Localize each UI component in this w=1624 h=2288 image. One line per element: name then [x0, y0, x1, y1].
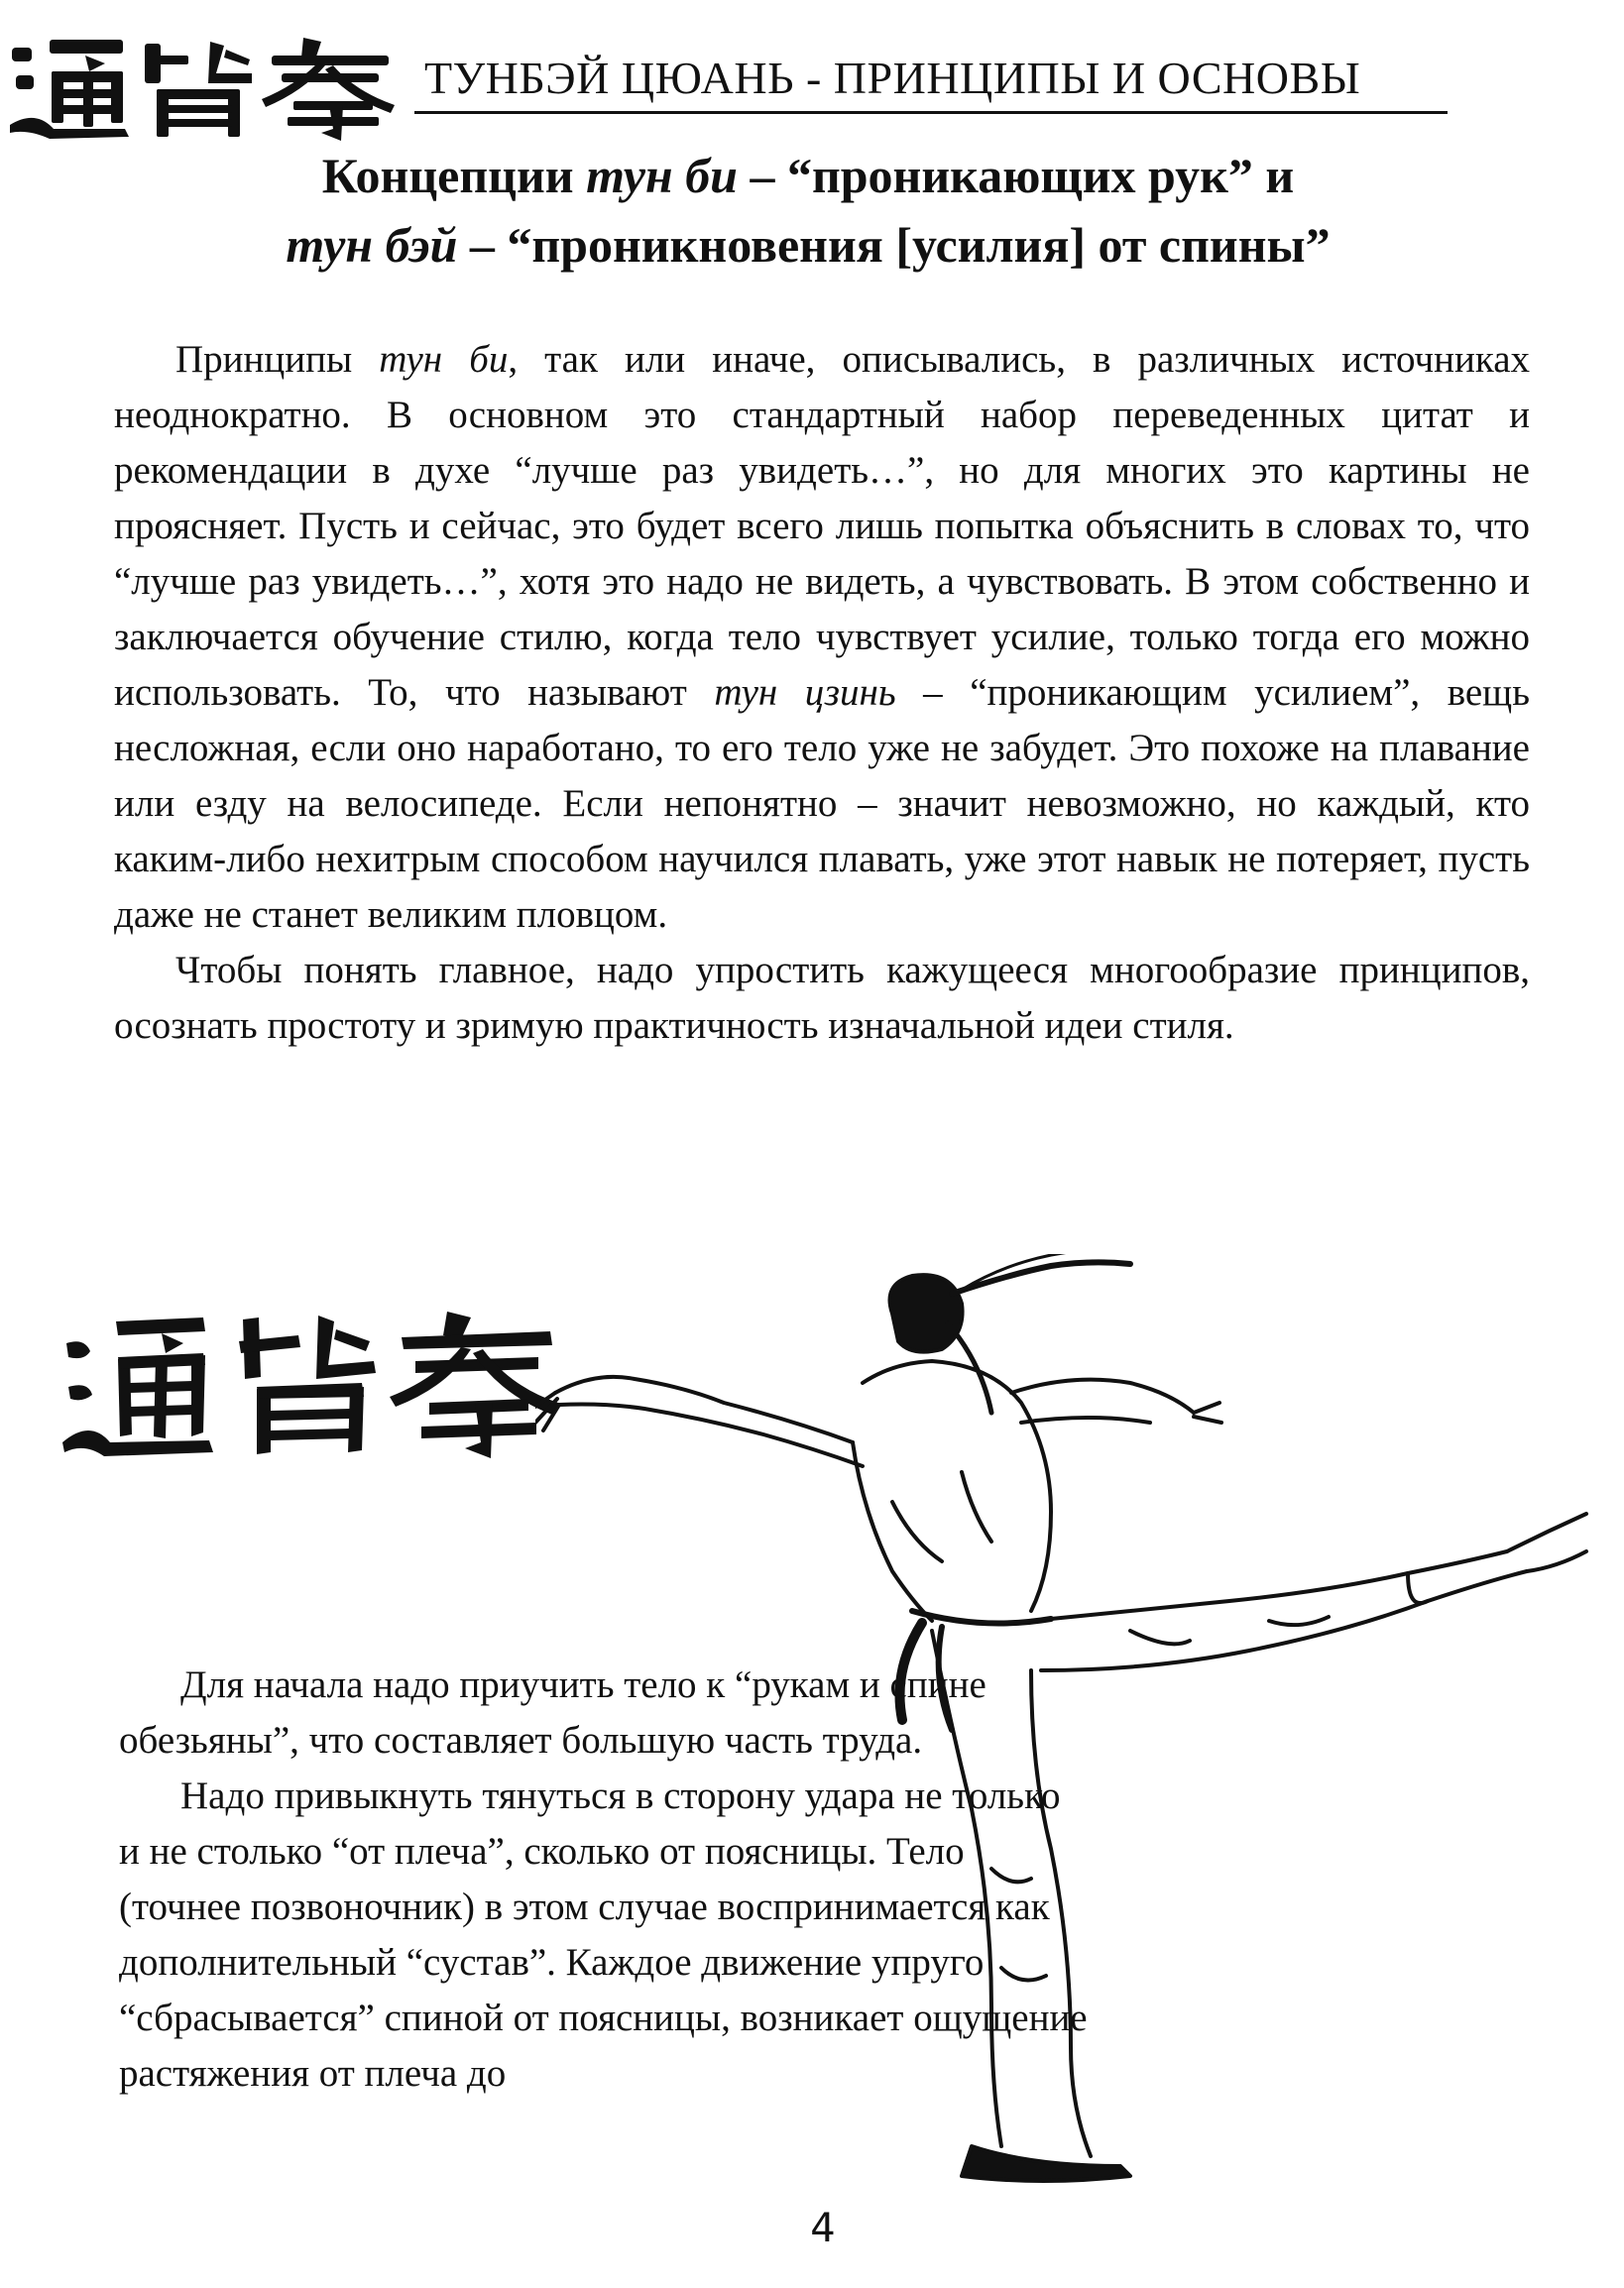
section-heading-line-2: тун бэй – “проникновения [усилия] от спины” [286, 217, 1331, 273]
section-heading-line-1: Концепции тун би – “проникающих рук” и [321, 148, 1295, 203]
header-title: ТУНБЭЙ ЦЮАНЬ - ПРИНЦИПЫ И ОСНОВЫ [424, 53, 1361, 103]
illustration-logo-calligraphy [55, 1304, 560, 1462]
header-logo-calligraphy [6, 30, 403, 144]
body-paragraph-2: Чтобы понять главное, надо упростить кажущееся многообразие принципов, осознать простоту и зримую практичность изначальной идеи стиля. [114, 949, 1530, 1047]
page-number: 4 [810, 2206, 836, 2251]
side-paragraph-1: Для начала надо приучить тело к “рукам и спине обезьяны”, что составляет большую часть труда. [119, 1663, 986, 1762]
body-paragraph-1: Принципы тун би, так или иначе, описывались, в различных источниках неоднократно. В основном это стандартный набор переведенных цитат и рекомендации в духе “лучше раз увидеть…”, но для многих это картины не проясняет. Пусть и сейчас, это будет всего лишь попытка объяснить в словах то, что “лучше раз увидеть…”, хотя это надо не видеть, а чувствовать. В этом собственно и заключается обучение стилю, когда тело чувствует усилие, только тогда его можно использовать. То, что называют тун цзинь – “проникающим усилием”, вещь несложная, если оно наработано, то его тело уже не забудет. Это похоже на плавание или езду на велосипеде. Если непонятно – значит невозможно, но каждый, кто каким-либо нехитрым способом научился плавать, уже этот навык не потеряет, пусть даже не станет великим пловцом. [114, 338, 1531, 936]
body-text [114, 332, 1530, 1054]
side-text [119, 1658, 1091, 2102]
side-paragraph-2: Надо привыкнуть тянуться в сторону удара не только и не столько “от плеча”, сколько от поясницы. Тело (точнее позвоночник) в этом случае воспринимается как дополнительный “сустав”. Каждое движение упруго “сбрасывается” спиной от поясницы, возникает ощущение растяжения от плеча до [119, 1774, 1088, 2095]
header-rule [414, 111, 1448, 114]
